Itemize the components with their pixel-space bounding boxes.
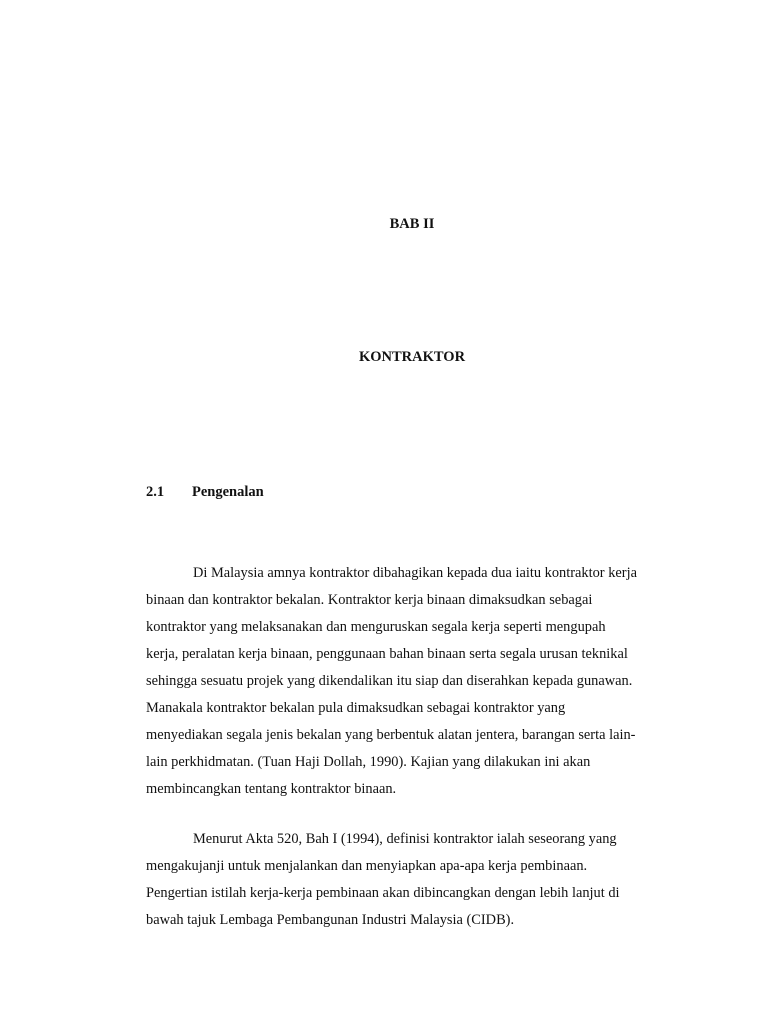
paragraph-line: binaan dan kontraktor bekalan. Kontraktor kerja binaan dimaksudkan sebagai bbox=[146, 592, 593, 608]
paragraph bbox=[146, 560, 676, 803]
paragraph-line: Di Malaysia amnya kontraktor dibahagikan kepada dua iaitu kontraktor kerja bbox=[193, 565, 637, 581]
paragraph-line: bawah tajuk Lembaga Pembangunan Industri Malaysia (CIDB). bbox=[146, 912, 515, 928]
paragraph-line: membincangkan tentang kontraktor binaan. bbox=[146, 781, 397, 797]
chapter-title: KONTRAKTOR bbox=[358, 349, 466, 365]
paragraph-line: kerja, peralatan kerja binaan, penggunaan bahan binaan serta segala urusan teknikal bbox=[146, 646, 628, 662]
section-number: 2.1 bbox=[146, 484, 165, 500]
section-heading bbox=[146, 484, 264, 501]
paragraph bbox=[146, 826, 676, 934]
paragraph-line: sehingga sesuatu projek yang dikendalikan itu siap dan diserahkan kepada gunawan. bbox=[146, 673, 633, 689]
paragraph-line: Pengertian istilah kerja-kerja pembinaan akan dibincangkan dengan lebih lanjut di bbox=[146, 885, 620, 901]
paragraph-line: lain perkhidmatan. (Tuan Haji Dollah, 1990). Kajian yang dilakukan ini akan bbox=[146, 754, 591, 770]
paragraph-line: menyediakan segala jenis bekalan yang berbentuk alatan jentera, barangan serta lain- bbox=[146, 727, 636, 743]
section-title: Pengenalan bbox=[192, 484, 264, 500]
chapter-label: BAB II bbox=[389, 216, 435, 232]
paragraph-line: Menurut Akta 520, Bah I (1994), definisi kontraktor ialah seseorang yang bbox=[193, 831, 617, 847]
paragraph-line: kontraktor yang melaksanakan dan menguruskan segala kerja seperti mengupah bbox=[146, 619, 606, 635]
paragraph-line: Manakala kontraktor bekalan pula dimaksudkan sebagai kontraktor yang bbox=[146, 700, 566, 716]
paragraph-line: mengakujanji untuk menjalankan dan menyiapkan apa-apa kerja pembinaan. bbox=[146, 858, 588, 874]
